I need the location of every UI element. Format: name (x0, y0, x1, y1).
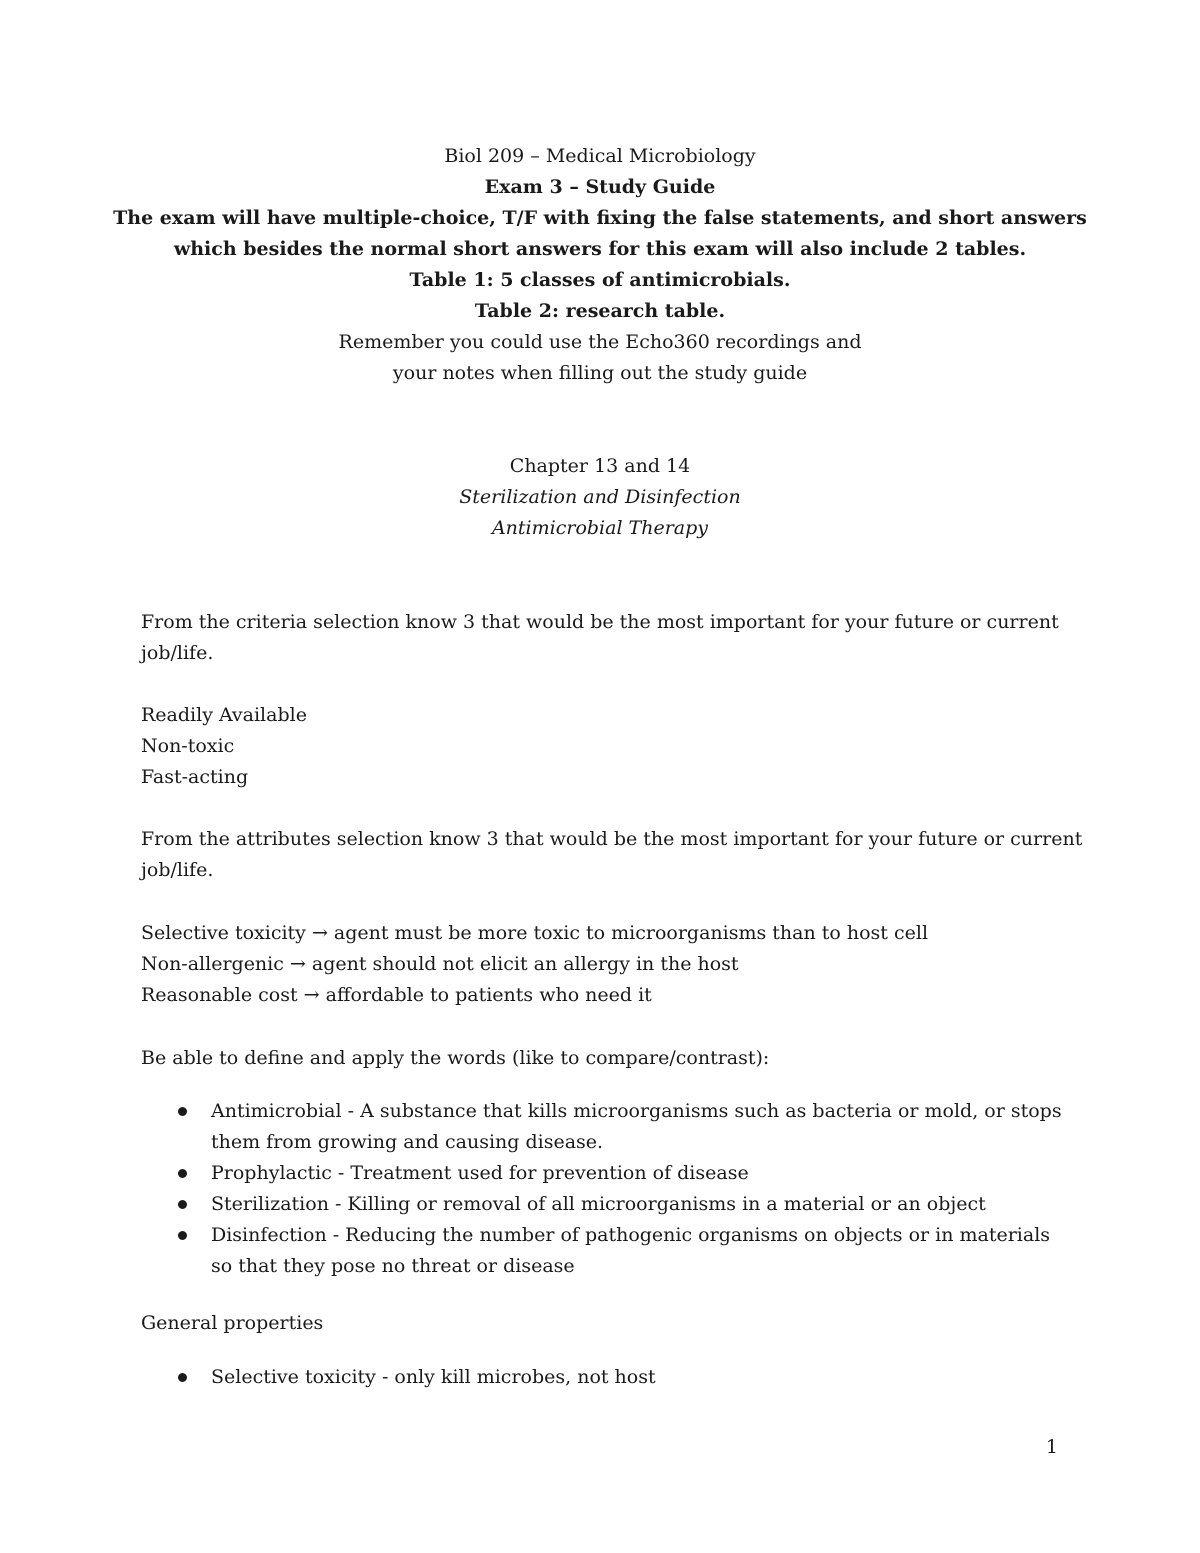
table-2-note: Table 2: research table. (474, 300, 726, 322)
attributes-prompt-line-2: job/life. (141, 859, 214, 881)
definition-item (141, 1189, 1071, 1220)
course-title: Biol 209 – Medical Microbiology (444, 145, 756, 167)
definition-text: Antimicrobial - A substance that kills microorganisms such as bacteria or mold, or stops them from growing and causing disease. (211, 1100, 1062, 1153)
definition-text: Prophylactic - Treatment used for prevention of disease (211, 1162, 749, 1184)
definitions-prompt: Be able to define and apply the words (like to compare/contrast): (141, 1047, 770, 1069)
criteria-prompt-line-1: From the criteria selection know 3 that would be the most important for your future or current (141, 611, 1059, 633)
definition-item (141, 1158, 1071, 1189)
property-item (141, 1362, 1071, 1393)
exam-format-line-1: The exam will have multiple-choice, T/F with fixing the false statements, and short answers (113, 207, 1087, 229)
definition-text: Disinfection - Reducing the number of pathogenic organisms on objects or in materials so that they pose no threat or disease (211, 1224, 1051, 1277)
property-text: Selective toxicity - only kill microbes, not host (211, 1366, 656, 1388)
definition-item (141, 1096, 1071, 1158)
table-1-note: Table 1: 5 classes of antimicrobials. (409, 269, 791, 291)
attributes-prompt-line-1: From the attributes selection know 3 that would be the most important for your future or current (141, 828, 1083, 850)
criteria-item: Non-toxic (141, 735, 235, 757)
definition-item (141, 1220, 1071, 1282)
exam-title: Exam 3 – Study Guide (484, 176, 716, 198)
criteria-prompt-line-2: job/life. (141, 642, 214, 664)
bullet-icon (178, 1373, 187, 1382)
attribute-item: Reasonable cost → affordable to patients who need it (141, 984, 652, 1006)
chapter-topic-2: Antimicrobial Therapy (491, 517, 709, 539)
bullet-icon (178, 1200, 187, 1209)
bullet-icon (178, 1107, 187, 1116)
attribute-item: Selective toxicity → agent must be more toxic to microorganisms than to host cell (141, 922, 929, 944)
bullet-icon (178, 1169, 187, 1178)
reminder-line-2: your notes when filling out the study guide (392, 362, 808, 384)
general-properties-list (141, 1362, 1071, 1393)
page-number: 1 (1045, 1436, 1058, 1458)
chapter-topic-1: Sterilization and Disinfection (459, 486, 741, 508)
reminder-line-1: Remember you could use the Echo360 recordings and (338, 331, 862, 353)
definitions-list (141, 1096, 1071, 1282)
bullet-icon (178, 1231, 187, 1240)
definition-text: Sterilization - Killing or removal of all microorganisms in a material or an object (211, 1193, 986, 1215)
criteria-item: Fast-acting (141, 766, 249, 788)
general-properties-heading: General properties (141, 1312, 324, 1334)
criteria-item: Readily Available (141, 704, 307, 726)
chapter-title: Chapter 13 and 14 (509, 455, 691, 477)
exam-format-line-2: which besides the normal short answers for this exam will also include 2 tables. (173, 238, 1027, 260)
attribute-item: Non-allergenic → agent should not elicit an allergy in the host (141, 953, 739, 975)
